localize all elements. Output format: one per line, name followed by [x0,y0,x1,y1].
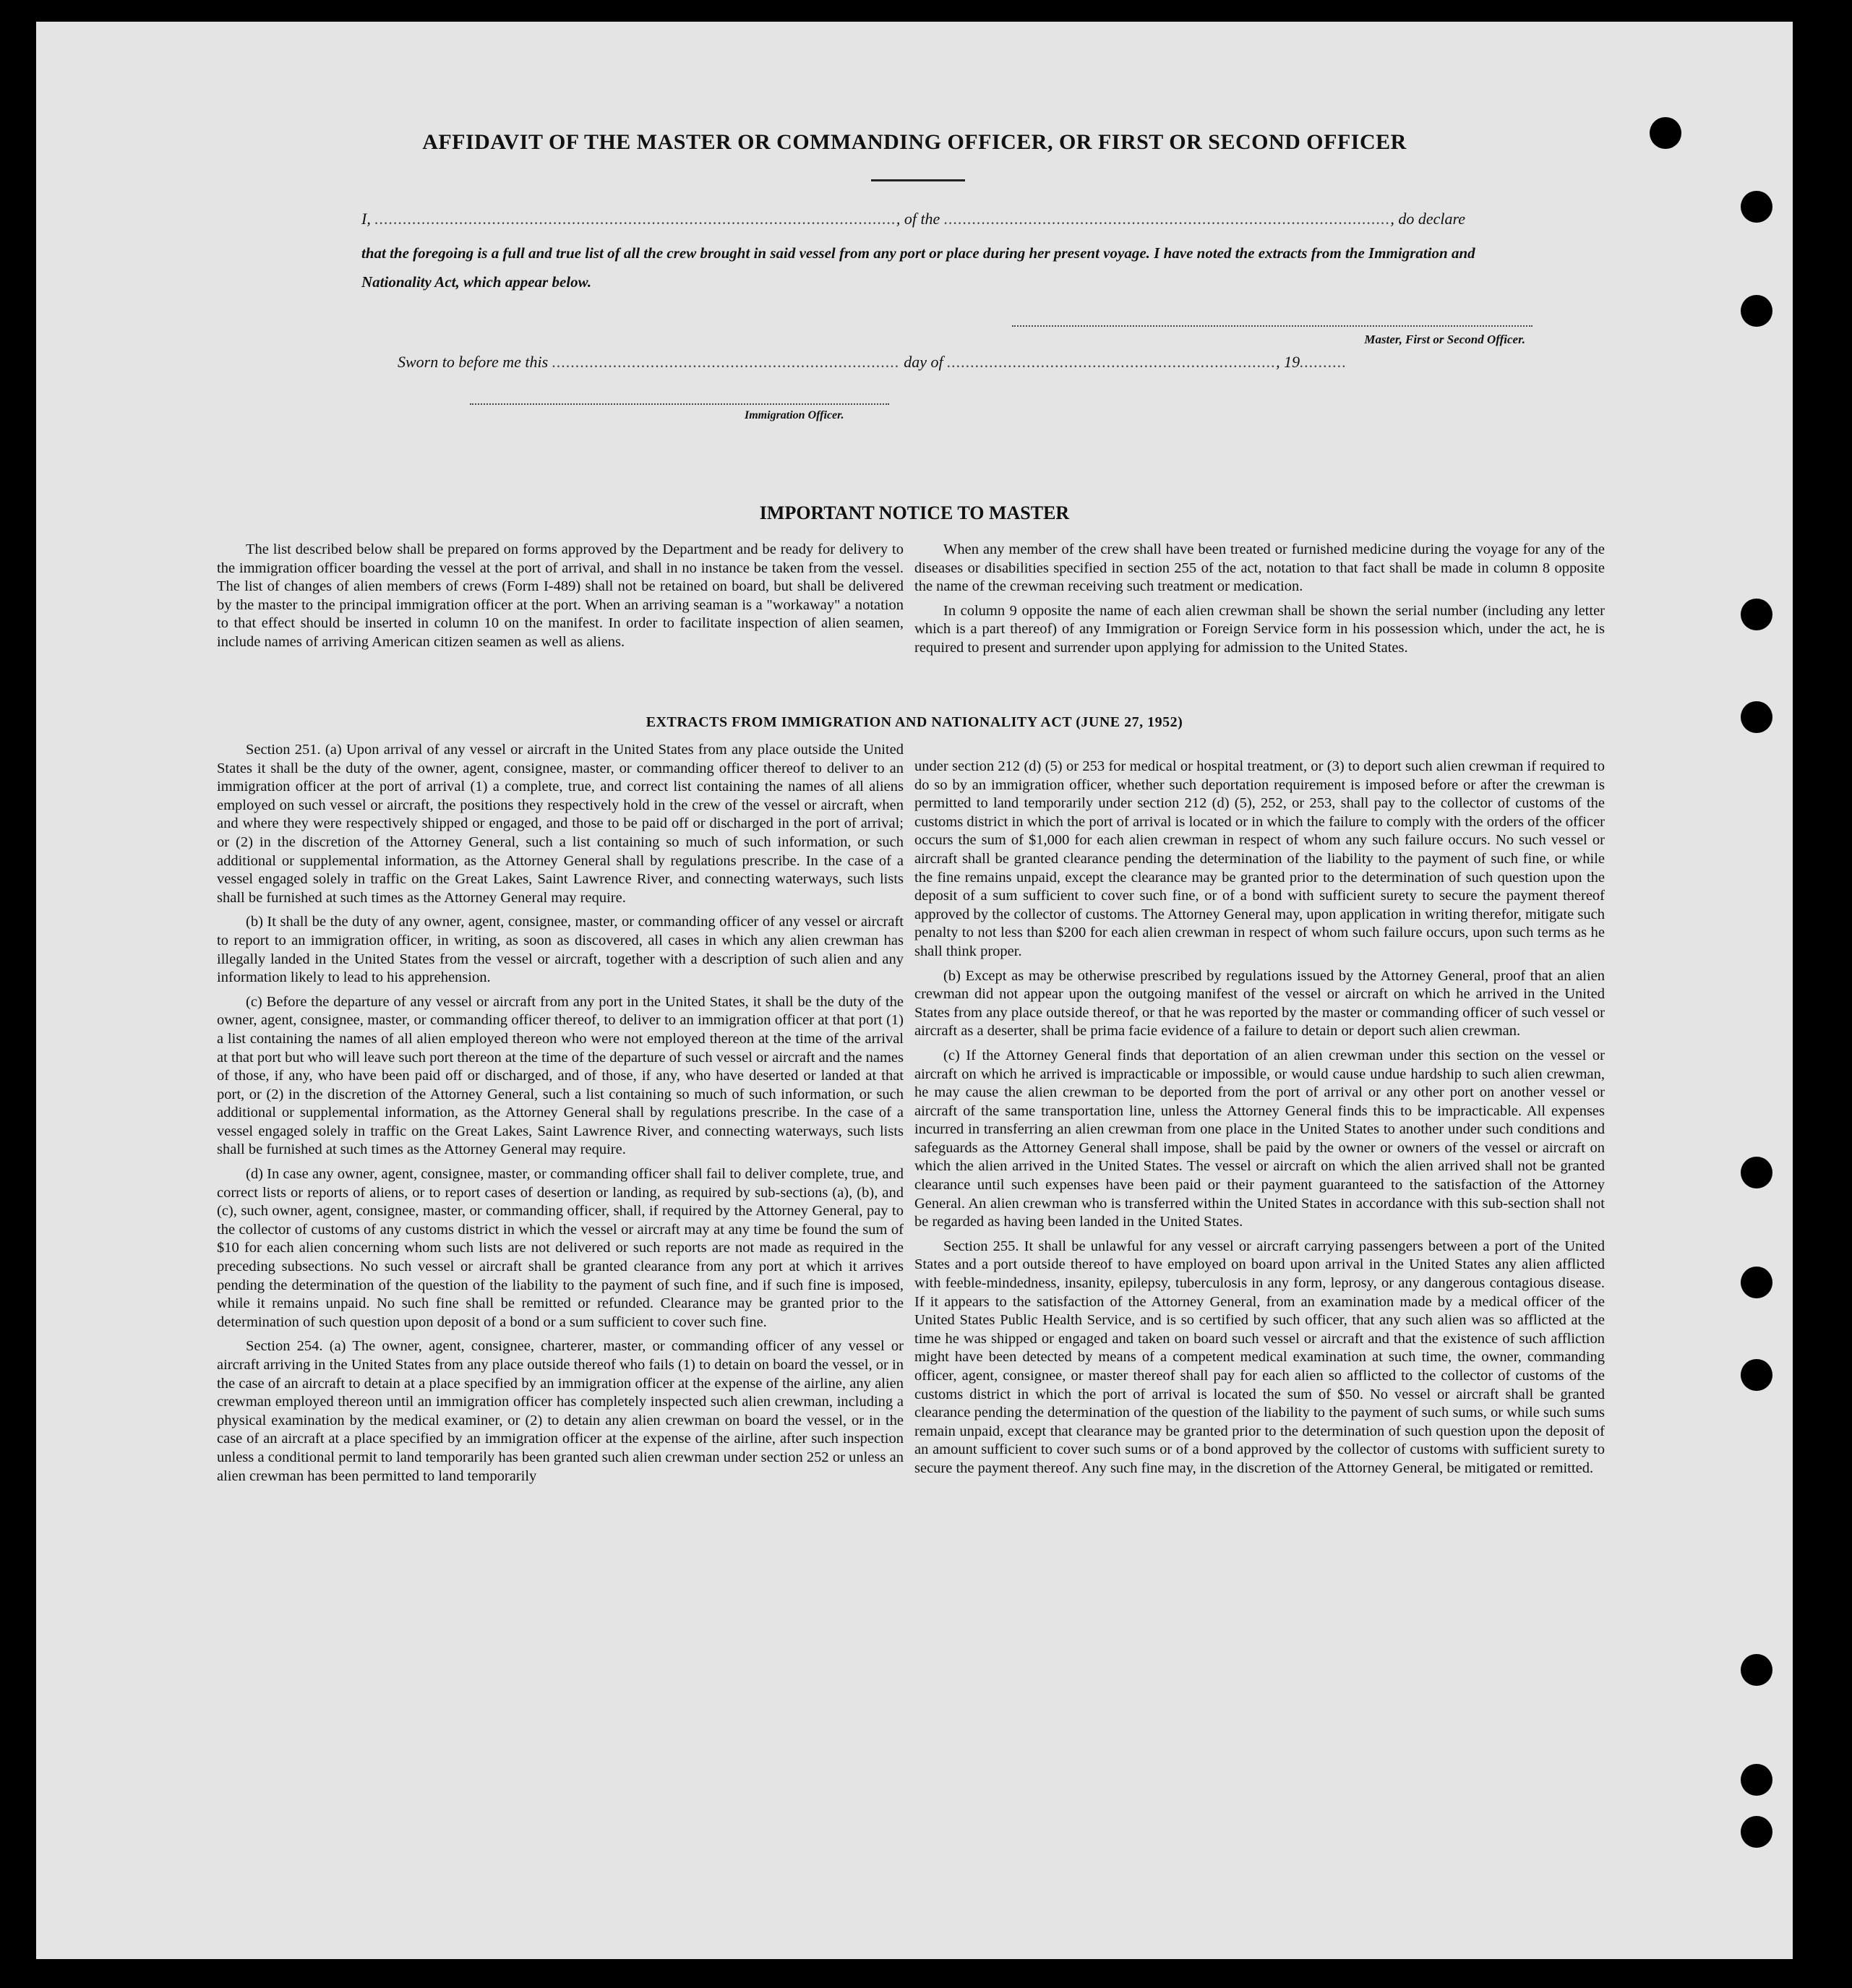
section-254c: (c) If the Attorney General finds that deportation of an alien crewman under this section on the vessel or aircraft on which he arrived is impracticable or impossible, or would cause undue hardship to such alien crewman, he may cause the alien crewman to be deported from the port of arrival or any other port on another vessel or aircraft of the same transportation line, unless the Attorney General finds this to be impracticable. All expenses incurred in transferring an alien crewman from one place in the United States to another under such conditions and safeguards as the Attorney General shall impose, shall be paid by the owner or owners of the vessel or aircraft on which the alien arrived in the United States. The vessel or aircraft on which the alien arrived shall not be granted clearance until such expenses have been paid or their payment guaranteed to the satisfaction of the Attorney General. An alien crewman who is transferred within the United States in accordance with this sub-section shall not be regarded as having been landed in the United States. [914,1047,1605,1230]
year-prefix: , 19 [1276,353,1300,371]
name-blank[interactable]: ............................................................................................................... [374,210,896,228]
binder-hole [1741,1654,1772,1686]
section-254b: (b) Except as may be otherwise prescribed by regulations issued by the Attorney General, proof that an alien crewman did not appear upon the outgoing manifest of the vessel or aircraft on which he arrived in the United States from any place outside thereof, or that he was reported by the master or commanding officer of such vessel or aircraft as a deserter, shall be prima facie evidence of a failure to detain or deport such alien crewman. [914,967,1605,1040]
notice-paragraph: In column 9 opposite the name of each alien crewman shall be shown the serial number (including any letter which is a part thereof) of any Immigration or Foreign Service form in his possession which, under the act, he is required to present and surrender upon applying for admission to the United States. [914,602,1605,656]
binder-hole [1741,1359,1772,1391]
document-page [36,22,1793,1959]
extracts-right-column [914,758,1605,1484]
notice-paragraph: When any member of the crew shall have been treated or furnished medicine during the voyage for any of the diseases or disabilities specified in section 255 of the act, notation to that fact shall be made in column 8 opposite the name of the crewman receiving such treatment or medication. [914,541,1605,595]
binder-hole [1741,1816,1772,1848]
sworn-year-blank[interactable]: .......... [1300,353,1347,371]
extracts-title: EXTRACTS FROM IMMIGRATION AND NATIONALITY ACT (JUNE 27, 1952) [646,714,1183,730]
declaration-fill-line [361,210,1532,228]
binder-hole [1741,701,1772,733]
notice-title: IMPORTANT NOTICE TO MASTER [759,502,1070,523]
sworn-month-blank[interactable]: ...................................................................... [947,353,1277,371]
vessel-blank[interactable]: ............................................................................................... [943,210,1391,228]
day-of-label: day of [904,353,943,371]
binder-hole [1741,295,1772,327]
section-254a-continued: under section 212 (d) (5) or 253 for medical or hospital treatment, or (3) to deport such alien crewman if required to do so by an immigration officer, whether such deportation requirement is imposed before or after the crewman is permitted to land temporarily under section 212 (d) (5), 252, or 253, shall pay to the collector of customs of the customs district in which the port of arrival is located or in which the failure to comply with the orders of the officer occurs the sum of $1,000 for each alien crewman in respect of whom any such failure occurs. No such vessel or aircraft shall be granted clearance pending the determination of the liability to the payment of such fine, or while the fine remains unpaid, except the clearance may be granted prior to the determination of such question upon the deposit of a sum sufficient to cover such fine, or of a bond with sufficient surety to secure the payment thereof approved by the collector of customs. The Attorney General may, upon application in writing therefor, mitigate such penalty to not less than $200 for each alien crewman in respect of whom such failure occurs, upon such terms as he shall think proper. [914,758,1605,959]
notice-left-column [217,541,904,658]
binder-hole [1741,1267,1772,1298]
section-251a: Section 251. (a) Upon arrival of any vessel or aircraft in the United States from any place outside the United States it shall be the duty of the owner, agent, consignee, master, or commanding officer thereof to deliver to an immigration officer at the port of arrival (1) a complete, true, and correct list containing the names of all aliens employed on such vessel or aircraft, the positions they respectively hold in the crew of the vessel or aircraft, when and where they were respectively shipped or engaged, and those to be paid off or discharged in the port of arrival; or (2) in the discretion of the Attorney General, such a list containing so much of such information, or such additional or supplemental information, as the Attorney General shall by regulations prescribe. In the case of a vessel engaged solely in traffic on the Great Lakes, Saint Lawrence River, and connecting waterways, such lists shall be furnished at such times as the Attorney General may require. [217,742,904,906]
do-declare-label: , do declare [1390,210,1465,228]
immigration-officer-caption: Immigration Officer. [745,409,844,421]
immigration-officer-signature-line[interactable] [470,403,889,405]
master-signature-caption: Master, First or Second Officer. [1364,333,1525,346]
extracts-left-column [217,741,904,1491]
binder-hole [1741,191,1772,223]
declaration-text: that the foregoing is a full and true list of all the crew brought in said vessel from any port or place during her present voyage. I have noted the extracts from the Immigration and Nationality Act, which appear below. [361,244,1475,291]
section-255: Section 255. It shall be unlawful for any vessel or aircraft carrying passengers between a port of the United States and a port outside thereof to have employed on board upon arrival in the United States any alien afflicted with feeble-mindedness, insanity, epilepsy, tuberculosis in any form, leprosy, or any dangerous contagious disease. If it appears to the satisfaction of the Attorney General, from an examination made by a medical officer of the United States Public Health Service, and is so certified by such officer, that any such alien was so afflicted at the time he was shipped or engaged and taken on board such vessel or aircraft and that the existence of such affliction might have been detected by means of a competent medical examination at such time, the owner, commanding officer, agent, consignee, or master thereof shall pay for each alien so afflicted to the collector of customs of the customs district in which the port of arrival is located the sum of $50. No vessel or aircraft shall be granted clearance pending the determination of the question of the liability to the payment of such sums, or while such sums remain unpaid, except that clearance may be granted prior to the determination of such question upon the deposit of an amount sufficient to cover such sums or of a bond approved by the collector of customs with sufficient surety to secure the payment thereof. Any such fine may, in the discretion of the Attorney General, be mitigated or remitted. [914,1238,1605,1476]
master-signature-line[interactable] [1012,325,1532,327]
i-label: I, [361,210,371,228]
sworn-label: Sworn to before me this [398,353,549,371]
binder-hole [1741,1157,1772,1188]
section-251d: (d) In case any owner, agent, consignee, master, or commanding officer shall fail to deliver complete, true, and correct lists or reports of aliens, or to report cases of desertion or landing, as required by sub-sections (a), (b), and (c), such owner, agent, consignee, master, or commanding officer, shall, if required by the Attorney General, pay to the collector of customs of any customs district in which the vessel or aircraft may at any time be found the sum of $10 for each alien concerning whom such lists are not delivered or such reports are not made as required in the preceding subsections. No such vessel or aircraft shall be granted clearance from any port at which it arrives pending the determination of the question of the liability to the payment of such fine, and if such fine is imposed, while it remains unpaid. No such fine shall be remitted or refunded. Clearance may be granted prior to the determination of such question upon deposit of a bond or a sum sufficient to cover such fine. [217,1166,904,1330]
of-the-label: , of the [896,210,940,228]
section-251c: (c) Before the departure of any vessel or aircraft from any port in the United States, it shall be the duty of the owner, agent, consignee, master, or commanding officer thereof, to deliver to an immigration officer at that port (1) a list containing the names of all alien employed thereon who were not employed thereon at the time of the arrival at that port but who will leave such port thereon at the time of the departure of such vessel or aircraft and the names of those, if any, who have been paid off or discharged, and of those, if any, who have deserted or landed at that port, or (2) in the discretion of the Attorney General, such a list containing so much of such information, or such additional or supplemental information, as the Attorney General shall by regulations prescribe. In the case of a vessel engaged solely in traffic on the Great Lakes, Saint Lawrence River, and connecting waterways, such lists shall be furnished at such times as the Attorney General may require. [217,993,904,1158]
binder-hole [1741,1764,1772,1796]
section-251b: (b) It shall be the duty of any owner, agent, consignee, master, or commanding officer of any vessel or aircraft to report to an immigration officer, in writing, as soon as discovered, all cases in which any alien crewman has illegally landed in the United States from the vessel or aircraft, together with a description of such alien and any information likely to lead to his apprehension. [217,914,904,986]
binder-hole [1650,117,1681,149]
affidavit-title: AFFIDAVIT OF THE MASTER OR COMMANDING OFFICER, OR FIRST OR SECOND OFFICER [422,130,1407,154]
notice-right-column [914,541,1605,664]
sworn-fill-line [398,353,1347,372]
notice-paragraph: The list described below shall be prepared on forms approved by the Department and be ready for delivery to the immigration officer boarding the vessel at the port of arrival, and shall in no instance be taken from the vessel. The list of changes of alien members of crews (Form I-489) shall not be retained on board, but shall be delivered by the master to the principal immigration officer at the port. When an arriving seaman is a "workaway" a notation to that effect should be inserted in column 10 on the manifest. In order to facilitate inspection of alien seamen, include names of arriving American citizen seamen as well as aliens. [217,541,904,650]
binder-hole [1741,599,1772,630]
title-rule [871,179,965,181]
section-254a: Section 254. (a) The owner, agent, consignee, charterer, master, or commanding officer of any vessel or aircraft arriving in the United States from any place outside thereof who fails (1) to detain on board the vessel, or in the case of an aircraft to detain at a place specified by an immigration officer at the expense of the airline, any alien crewman employed thereon until an immigration officer has completely inspected such alien crewman, including a physical examination by the medical examiner, or (2) to detain any alien crewman on board the vessel, or in the case of an aircraft at a place specified by an immigration officer at the expense of the airline, after such inspection unless a conditional permit to land temporarily has been granted such alien crewman under section 252 or unless an alien crewman has been permitted to land temporarily [217,1338,904,1484]
sworn-day-blank[interactable]: .......................................................................... [552,353,900,371]
